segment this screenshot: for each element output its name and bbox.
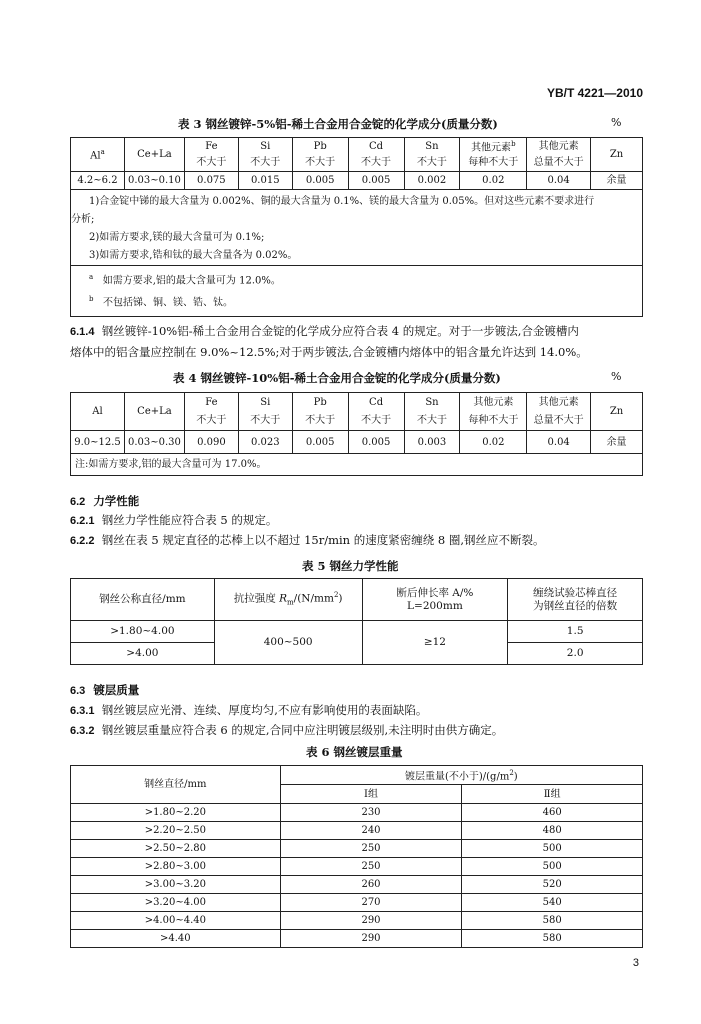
t3-notes <box>71 190 643 317</box>
t4-head-cd: Cd <box>348 393 404 412</box>
t3-head-pb: Pb <box>292 138 348 155</box>
t4-sub-fe: 不大于 <box>184 412 238 431</box>
table3-unit: % <box>611 116 622 129</box>
t6-head-diameter: 钢丝直径/mm <box>71 766 281 804</box>
t3-note3: 3)如需方要求,锆和钛的最大含量各为 0.02%。 <box>71 247 642 266</box>
table-row <box>71 858 643 876</box>
t6-group2: 540 <box>462 894 643 912</box>
t3-note1-cont: 分析; <box>71 214 95 225</box>
t3-data-row <box>71 172 643 190</box>
t3-sub-other-each: 每种不大于 <box>460 155 527 172</box>
t4-head-fe: Fe <box>184 393 238 412</box>
t5-head-elongation-line2: L=200mm <box>407 599 463 612</box>
table3-caption: 表 3 钢丝镀锌-5%铝-稀土合金用合金锭的化学成分(质量分数) <box>178 117 498 131</box>
t3-footnote-b: $^b$ 不包括锑、铜、镁、锆、钛。 <box>89 295 234 309</box>
table-row <box>71 840 643 858</box>
t4-head-al: Al <box>71 393 125 431</box>
t6-diameter: >2.20~2.50 <box>71 822 281 840</box>
table-row <box>71 912 643 930</box>
t4-sub-si: 不大于 <box>238 412 292 431</box>
t3-head-fe: Fe <box>184 138 238 155</box>
section-6-3-1: 6.3.1 钢丝镀层应光滑、连续、厚度均匀,不应有影响使用的表面缺陷。 <box>70 703 428 717</box>
t6-head-group1: Ⅰ组 <box>280 785 462 804</box>
section-6-1-4 <box>70 321 645 362</box>
t5-row1-wrap: 1.5 <box>508 621 643 643</box>
t4-cell: 9.0~12.5 <box>71 431 125 454</box>
t4-head-other-each: 其他元素 <box>460 393 527 412</box>
t3-head-sn: Sn <box>404 138 460 155</box>
t3-cell: 4.2~6.2 <box>71 172 125 190</box>
t4-cell: 0.02 <box>460 431 527 454</box>
t5-head-elongation <box>362 579 508 621</box>
section-6-3: 6.3 镀层质量 <box>70 683 140 697</box>
s614-line1: 6.1.4 钢丝镀锌-10%铝-稀土合金用合金锭的化学成分应符合表 4 的规定。对于一步镀法,合金镀槽内 <box>70 324 579 338</box>
t3-cell: 0.075 <box>184 172 238 190</box>
t5-row2-diameter: >4.00 <box>71 643 215 665</box>
t6-group1: 290 <box>280 930 462 948</box>
t4-cell: 0.023 <box>238 431 292 454</box>
t4-sub-sn: 不大于 <box>404 412 460 431</box>
t5-head-wrap <box>508 579 643 621</box>
t3-head-cela: Ce+La <box>124 138 184 172</box>
t5-head-strength: 抗拉强度 $R_m/(N/mm^2)$ <box>214 579 362 621</box>
t4-head-sn: Sn <box>404 393 460 412</box>
t6-diameter: >3.00~3.20 <box>71 876 281 894</box>
t3-sub-other-total: 总量不大于 <box>527 155 591 172</box>
t6-diameter: >4.00~4.40 <box>71 912 281 930</box>
t3-cell: 0.002 <box>404 172 460 190</box>
t3-head-al: Al$^a$ <box>71 138 125 172</box>
t4-sub-other-each: 每种不大于 <box>460 412 527 431</box>
t4-sub-cd: 不大于 <box>348 412 404 431</box>
t5-head-diameter: 钢丝公称直径/mm <box>71 579 215 621</box>
t6-diameter: >4.40 <box>71 930 281 948</box>
t5-strength: 400~500 <box>214 621 362 665</box>
t4-cell: 0.04 <box>527 431 591 454</box>
t6-group1: 240 <box>280 822 462 840</box>
t6-diameter: >3.20~4.00 <box>71 894 281 912</box>
t4-head-cela: Ce+La <box>124 393 184 431</box>
t4-cell: 0.003 <box>404 431 460 454</box>
table6 <box>70 765 643 948</box>
table-row <box>71 822 643 840</box>
table6-caption: 表 6 钢丝镀层重量 <box>306 745 403 759</box>
t6-group2: 500 <box>462 840 643 858</box>
t4-note: 注:如需方要求,铝的最大含量可为 17.0%。 <box>71 454 643 476</box>
section-6-3-2: 6.3.2 钢丝镀层重量应符合表 6 的规定,合同中应注明镀层级别,未注明时由供方确定。 <box>70 723 504 737</box>
t6-group2: 580 <box>462 930 643 948</box>
s614-line2: 熔体中的铝含量应控制在 9.0%~12.5%;对于两步镀法,合金镀槽内熔体中的铝含量允许达到 14.0%。 <box>70 345 588 359</box>
t3-head-cd: Cd <box>348 138 404 155</box>
table5-caption: 表 5 钢丝力学性能 <box>302 559 399 573</box>
t6-group1: 250 <box>280 840 462 858</box>
t6-group2: 500 <box>462 858 643 876</box>
table4-caption: 表 4 钢丝镀锌-10%铝-稀土合金用合金锭的化学成分(质量分数) <box>173 371 501 385</box>
t3-cell: 0.005 <box>292 172 348 190</box>
t3-head-other-each: 其他元素$^b$ <box>460 138 527 155</box>
t3-sub-si: 不大于 <box>238 155 292 172</box>
t4-cell: 0.005 <box>348 431 404 454</box>
t6-diameter: >2.50~2.80 <box>71 840 281 858</box>
t6-diameter: >2.80~3.00 <box>71 858 281 876</box>
t3-head-other-total: 其他元素 <box>527 138 591 155</box>
table4 <box>70 392 643 476</box>
t3-cell: 0.04 <box>527 172 591 190</box>
t4-cell: 0.005 <box>292 431 348 454</box>
t3-note1: 1)合金锭中锑的最大含量为 0.002%、铜的最大含量为 0.1%、镁的最大含量为 0.05%。但对这些元素不要求进行 <box>89 196 595 207</box>
t5-row2-wrap: 2.0 <box>508 643 643 665</box>
t5-head-elongation-line1: 断后伸长率 A/% <box>396 586 474 599</box>
t3-footnote-a: $^a$ 如需方要求,铝的最大含量可为 12.0%。 <box>89 273 281 287</box>
t3-cell: 0.005 <box>348 172 404 190</box>
t3-sub-fe: 不大于 <box>184 155 238 172</box>
t3-sub-sn: 不大于 <box>404 155 460 172</box>
t4-head-other-total: 其他元素 <box>527 393 591 412</box>
table-row <box>71 804 643 822</box>
t6-group2: 480 <box>462 822 643 840</box>
table5 <box>70 578 643 665</box>
table4-unit: % <box>611 370 622 383</box>
t6-group1: 270 <box>280 894 462 912</box>
t4-data-row <box>71 431 643 454</box>
t6-group1: 260 <box>280 876 462 894</box>
t6-group2: 460 <box>462 804 643 822</box>
t4-head-pb: Pb <box>292 393 348 412</box>
table3 <box>70 137 643 317</box>
t3-head-zn: Zn <box>591 138 643 172</box>
section-6-2: 6.2 力学性能 <box>70 494 140 508</box>
t4-cell: 0.03~0.30 <box>124 431 184 454</box>
t4-head-si: Si <box>238 393 292 412</box>
t6-group2: 520 <box>462 876 643 894</box>
t5-row1-diameter: >1.80~4.00 <box>71 621 215 643</box>
t3-sub-pb: 不大于 <box>292 155 348 172</box>
section-6-2-2: 6.2.2 钢丝在表 5 规定直径的芯棒上以不超过 15r/min 的速度紧密缠绕 8 圈,钢丝应不断裂。 <box>70 533 545 547</box>
t5-elongation: ≥12 <box>362 621 508 665</box>
t4-cell: 0.090 <box>184 431 238 454</box>
t6-group1: 250 <box>280 858 462 876</box>
t3-cell: 余量 <box>591 172 643 190</box>
page-number: 3 <box>632 957 639 969</box>
table-row <box>71 894 643 912</box>
t4-sub-pb: 不大于 <box>292 412 348 431</box>
t4-head-zn: Zn <box>591 393 643 431</box>
t6-group1: 290 <box>280 912 462 930</box>
t6-group2: 580 <box>462 912 643 930</box>
t6-diameter: >1.80~2.20 <box>71 804 281 822</box>
t3-cell: 0.015 <box>238 172 292 190</box>
t4-cell: 余量 <box>591 431 643 454</box>
t6-head-weight: 镀层重量(不小于)$/(g/m^2)$ <box>280 766 642 785</box>
t5-head-wrap-line2: 为钢丝直径的倍数 <box>533 599 618 612</box>
table-row <box>71 930 643 948</box>
t6-head-group2: Ⅱ组 <box>462 785 643 804</box>
standard-number: YB/T 4221—2010 <box>546 86 643 100</box>
t3-note2: 2)如需方要求,镁的最大含量可为 0.1%; <box>89 232 265 243</box>
t5-head-wrap-line1: 缠绕试验芯棒直径 <box>533 586 618 599</box>
t4-sub-other-total: 总量不大于 <box>527 412 591 431</box>
t3-sub-cd: 不大于 <box>348 155 404 172</box>
t3-cell: 0.02 <box>460 172 527 190</box>
section-6-2-1: 6.2.1 钢丝力学性能应符合表 5 的规定。 <box>70 513 278 527</box>
t3-cell: 0.03~0.10 <box>124 172 184 190</box>
t3-head-si: Si <box>238 138 292 155</box>
t6-group1: 230 <box>280 804 462 822</box>
table-row <box>71 876 643 894</box>
